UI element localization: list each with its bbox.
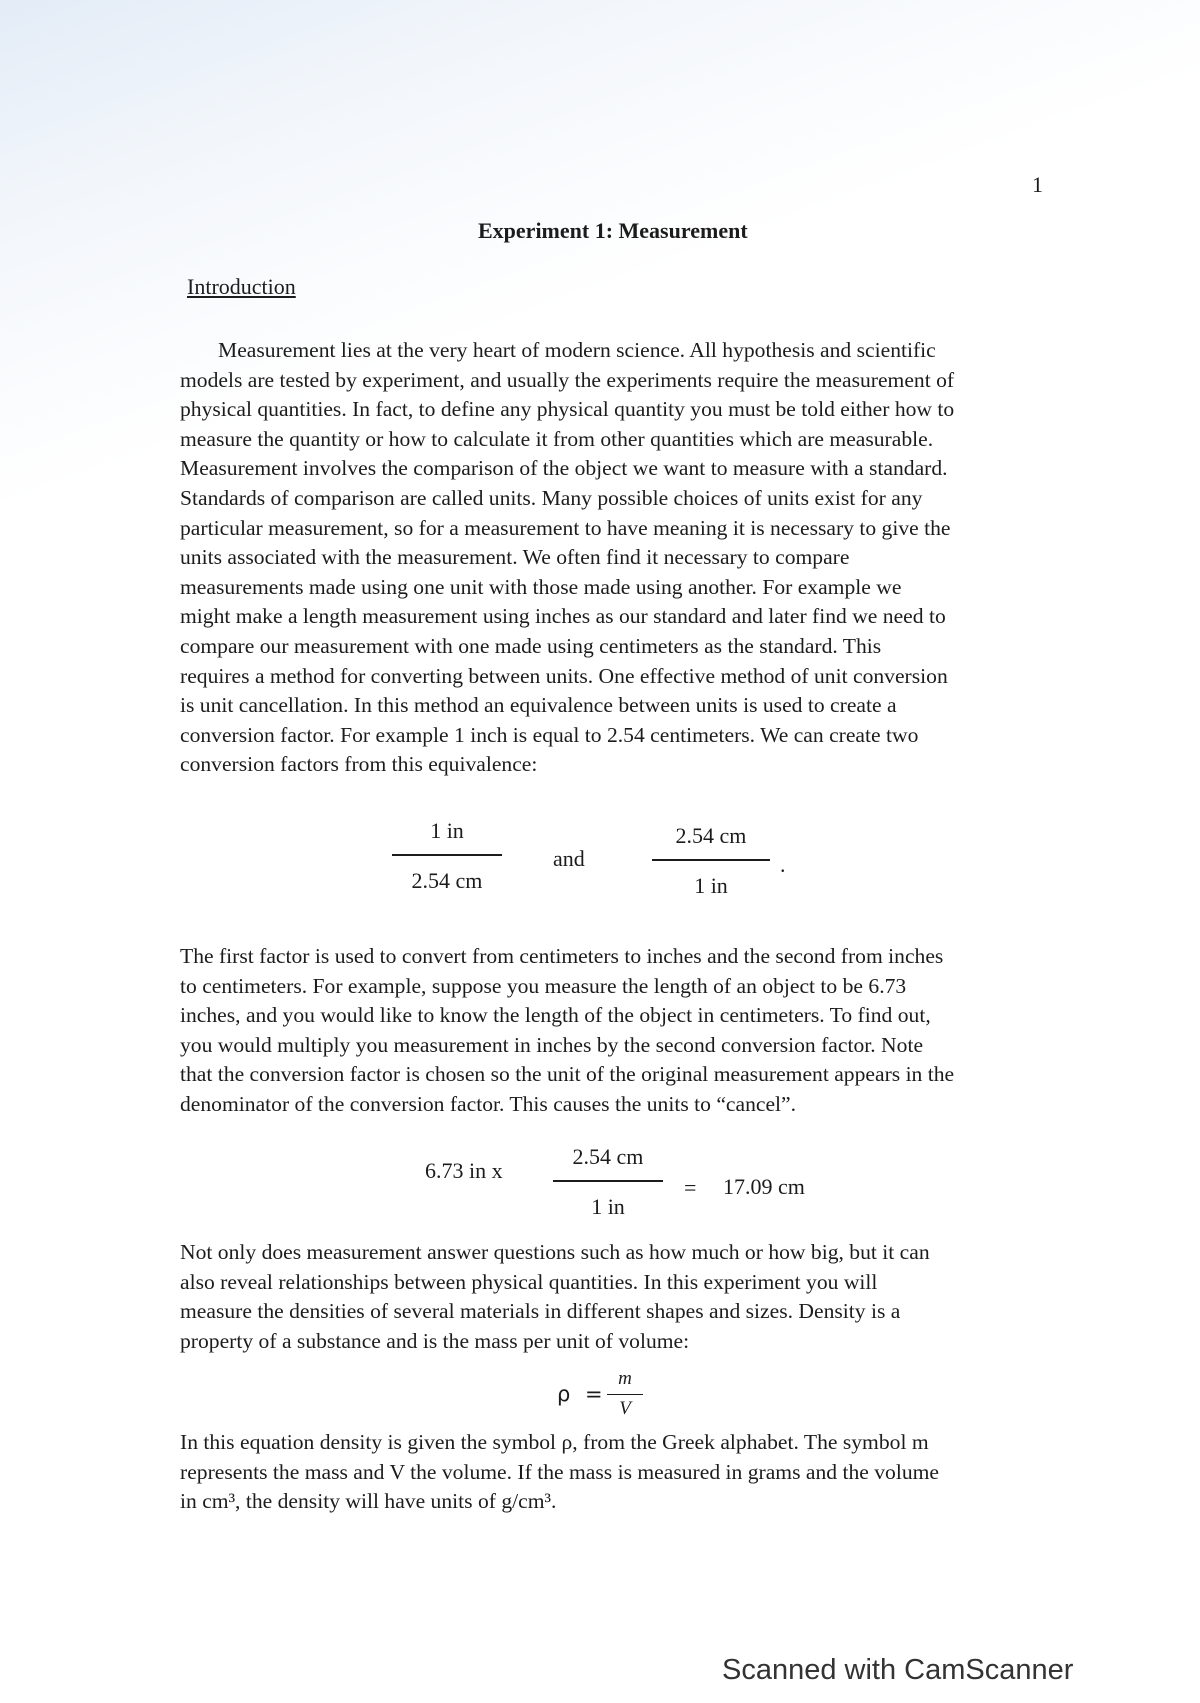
text-line: measurements made using one unit with those made using another. For example we bbox=[180, 574, 902, 599]
fraction-bar bbox=[652, 859, 770, 861]
text-line: measure the densities of several materials in different shapes and sizes. Density is a bbox=[180, 1299, 901, 1324]
fraction-numerator: m bbox=[618, 1368, 632, 1389]
text-line: conversion factors from this equivalence: bbox=[180, 752, 538, 777]
text-line: to centimeters. For example, suppose you measure the length of an object to be 6.73 bbox=[180, 973, 907, 998]
fraction-bar bbox=[392, 854, 502, 856]
text-line: In this equation density is given the symbol ρ, from the Greek alphabet. The symbol m bbox=[180, 1430, 929, 1454]
text-line: Standards of comparison are called units. Many possible choices of units exist for any bbox=[180, 485, 923, 510]
page-title: Experiment 1: Measurement bbox=[478, 218, 748, 243]
conversion-factor-inches-per-cm bbox=[392, 818, 502, 894]
text-line: units associated with the measurement. We often find it necessary to compare bbox=[180, 545, 850, 570]
text-line: particular measurement, so for a measurement to have meaning it is necessary to give the bbox=[180, 515, 951, 540]
fraction-denominator: 2.54 cm bbox=[411, 868, 483, 893]
fraction-denominator: 1 in bbox=[591, 1194, 625, 1219]
example-equation-lhs: 6.73 in x bbox=[425, 1158, 503, 1183]
text-line: you would multiply you measurement in inches by the second conversion factor. Note bbox=[180, 1032, 924, 1057]
example-equals-sign: = bbox=[684, 1175, 697, 1200]
text-line: is unit cancellation. In this method an equivalence between units is used to create a bbox=[180, 693, 897, 718]
example-conversion-fraction bbox=[553, 1144, 663, 1220]
section-heading-introduction: Introduction bbox=[187, 274, 296, 299]
fraction-denominator: 1 in bbox=[694, 873, 728, 898]
example-result: 17.09 cm bbox=[723, 1174, 805, 1199]
text-line: property of a substance and is the mass per unit of volume: bbox=[180, 1328, 690, 1353]
text-line: Measurement lies at the very heart of modern science. All hypothesis and scientific bbox=[218, 338, 936, 362]
fraction-denominator: V bbox=[619, 1398, 631, 1419]
text-line: requires a method for converting between units. One effective method of unit conversion bbox=[180, 663, 948, 688]
fraction-bar bbox=[607, 1394, 643, 1395]
text-line: denominator of the conversion factor. This causes the units to “cancel”. bbox=[180, 1091, 797, 1116]
text-line: inches, and you would like to know the length of the object in centimeters. To find out, bbox=[180, 1003, 931, 1028]
density-symbol: ρ bbox=[557, 1382, 571, 1406]
conversion-period: . bbox=[780, 852, 786, 877]
scanner-watermark: Scanned with CamScanner bbox=[722, 1654, 1074, 1686]
paragraph-measurement-intro bbox=[180, 336, 1080, 780]
text-line: Not only does measurement answer questions such as how much or how big, but it can bbox=[180, 1240, 930, 1264]
fraction-numerator: 1 in bbox=[430, 818, 464, 843]
fraction-numerator: 2.54 cm bbox=[572, 1144, 644, 1169]
text-line: measure the quantity or how to calculate it from other quantities which are measurable. bbox=[180, 426, 934, 451]
text-line: compare our measurement with one made using centimeters as the standard. This bbox=[180, 633, 882, 658]
paragraph-conversion-explanation bbox=[180, 942, 1080, 1120]
paragraph-density-units bbox=[180, 1428, 1080, 1517]
page-number: 1 bbox=[1032, 172, 1043, 197]
fraction-numerator: 2.54 cm bbox=[675, 823, 747, 848]
density-fraction bbox=[607, 1368, 643, 1420]
text-line: might make a length measurement using inches as our standard and later find we need to bbox=[180, 604, 946, 629]
conversion-factor-cm-per-inch bbox=[652, 823, 770, 899]
fraction-bar bbox=[553, 1180, 663, 1182]
text-line: also reveal relationships between physical quantities. In this experiment you will bbox=[180, 1269, 878, 1294]
text-line: The first factor is used to convert from centimeters to inches and the second from inches bbox=[180, 944, 944, 968]
density-equals-sign: = bbox=[585, 1382, 603, 1406]
paragraph-density-intro bbox=[180, 1238, 1080, 1356]
conversion-connector: and bbox=[553, 846, 585, 871]
text-line: that the conversion factor is chosen so the unit of the original measurement appears in the bbox=[180, 1062, 955, 1087]
text-line: represents the mass and V the volume. If the mass is measured in grams and the volume bbox=[180, 1459, 940, 1484]
text-line: conversion factor. For example 1 inch is equal to 2.54 centimeters. We can create two bbox=[180, 722, 919, 747]
text-line: Measurement involves the comparison of the object we want to measure with a standard. bbox=[180, 456, 948, 481]
text-line: models are tested by experiment, and usually the experiments require the measurement of bbox=[180, 367, 955, 392]
text-line: physical quantities. In fact, to define any physical quantity you must be told either how to bbox=[180, 397, 955, 422]
text-line: in cm³, the density will have units of g/cm³. bbox=[180, 1489, 557, 1514]
